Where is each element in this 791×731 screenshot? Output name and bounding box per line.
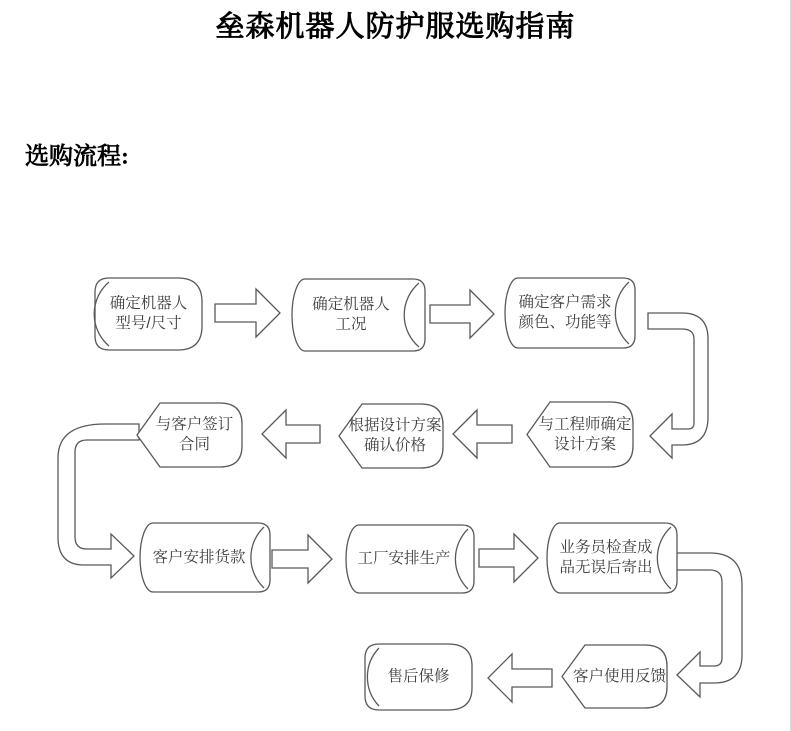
label-line: 型号/尺寸 bbox=[115, 315, 182, 332]
label-line: 设计方案 bbox=[553, 435, 616, 453]
bent-connector-row3-to-row4 bbox=[675, 553, 742, 697]
label-line: 合同 bbox=[178, 436, 210, 453]
label-line: 确认价格 bbox=[363, 437, 426, 454]
bent-connector-row1-to-row2 bbox=[648, 313, 708, 458]
node-shape-confirm-design-with-engineer bbox=[527, 402, 633, 467]
arrow-left-icon-1 bbox=[453, 410, 512, 458]
arrow-right-icon-3 bbox=[272, 535, 332, 583]
node-shape-customer-feedback bbox=[562, 645, 667, 708]
label-line: 工况 bbox=[335, 316, 367, 333]
label-line: 颜色、功能等 bbox=[518, 314, 612, 331]
arrow-right-icon-1 bbox=[215, 289, 280, 337]
arrow-right-icon-4 bbox=[479, 534, 538, 582]
label-line: 工厂安排生产 bbox=[357, 550, 451, 567]
page-title: 垒森机器人防护服选购指南 bbox=[215, 11, 576, 43]
section-heading: 选购流程: bbox=[25, 144, 129, 170]
label-line: 业务员检查成 bbox=[559, 539, 653, 556]
label-line: 与客户签订 bbox=[155, 416, 234, 433]
label-line: 确定机器人 bbox=[109, 295, 188, 312]
bent-connector-row2-to-row3 bbox=[58, 424, 139, 578]
node-shape-determine-robot-conditions bbox=[292, 279, 425, 351]
node-shape-determine-robot-model bbox=[95, 278, 202, 350]
arrow-right-icon-2 bbox=[430, 290, 494, 338]
label-line: 客户使用反馈 bbox=[572, 667, 666, 685]
label-line: 确定机器人 bbox=[312, 296, 390, 313]
label-line: 与工程师确定 bbox=[538, 415, 632, 433]
arrow-left-icon-3 bbox=[488, 654, 552, 702]
label-line: 确定客户需求 bbox=[518, 294, 612, 311]
arrow-left-icon-2 bbox=[262, 410, 320, 458]
label-line: 售后保修 bbox=[387, 668, 450, 685]
label-line: 品无误后寄出 bbox=[559, 559, 653, 576]
label-line: 客户安排货款 bbox=[152, 548, 246, 566]
label-line: 根据设计方案 bbox=[348, 417, 442, 434]
node-shape-after-sales-warranty bbox=[365, 644, 472, 710]
node-shape-sign-contract bbox=[137, 403, 242, 467]
node-shape-confirm-price bbox=[339, 404, 443, 468]
